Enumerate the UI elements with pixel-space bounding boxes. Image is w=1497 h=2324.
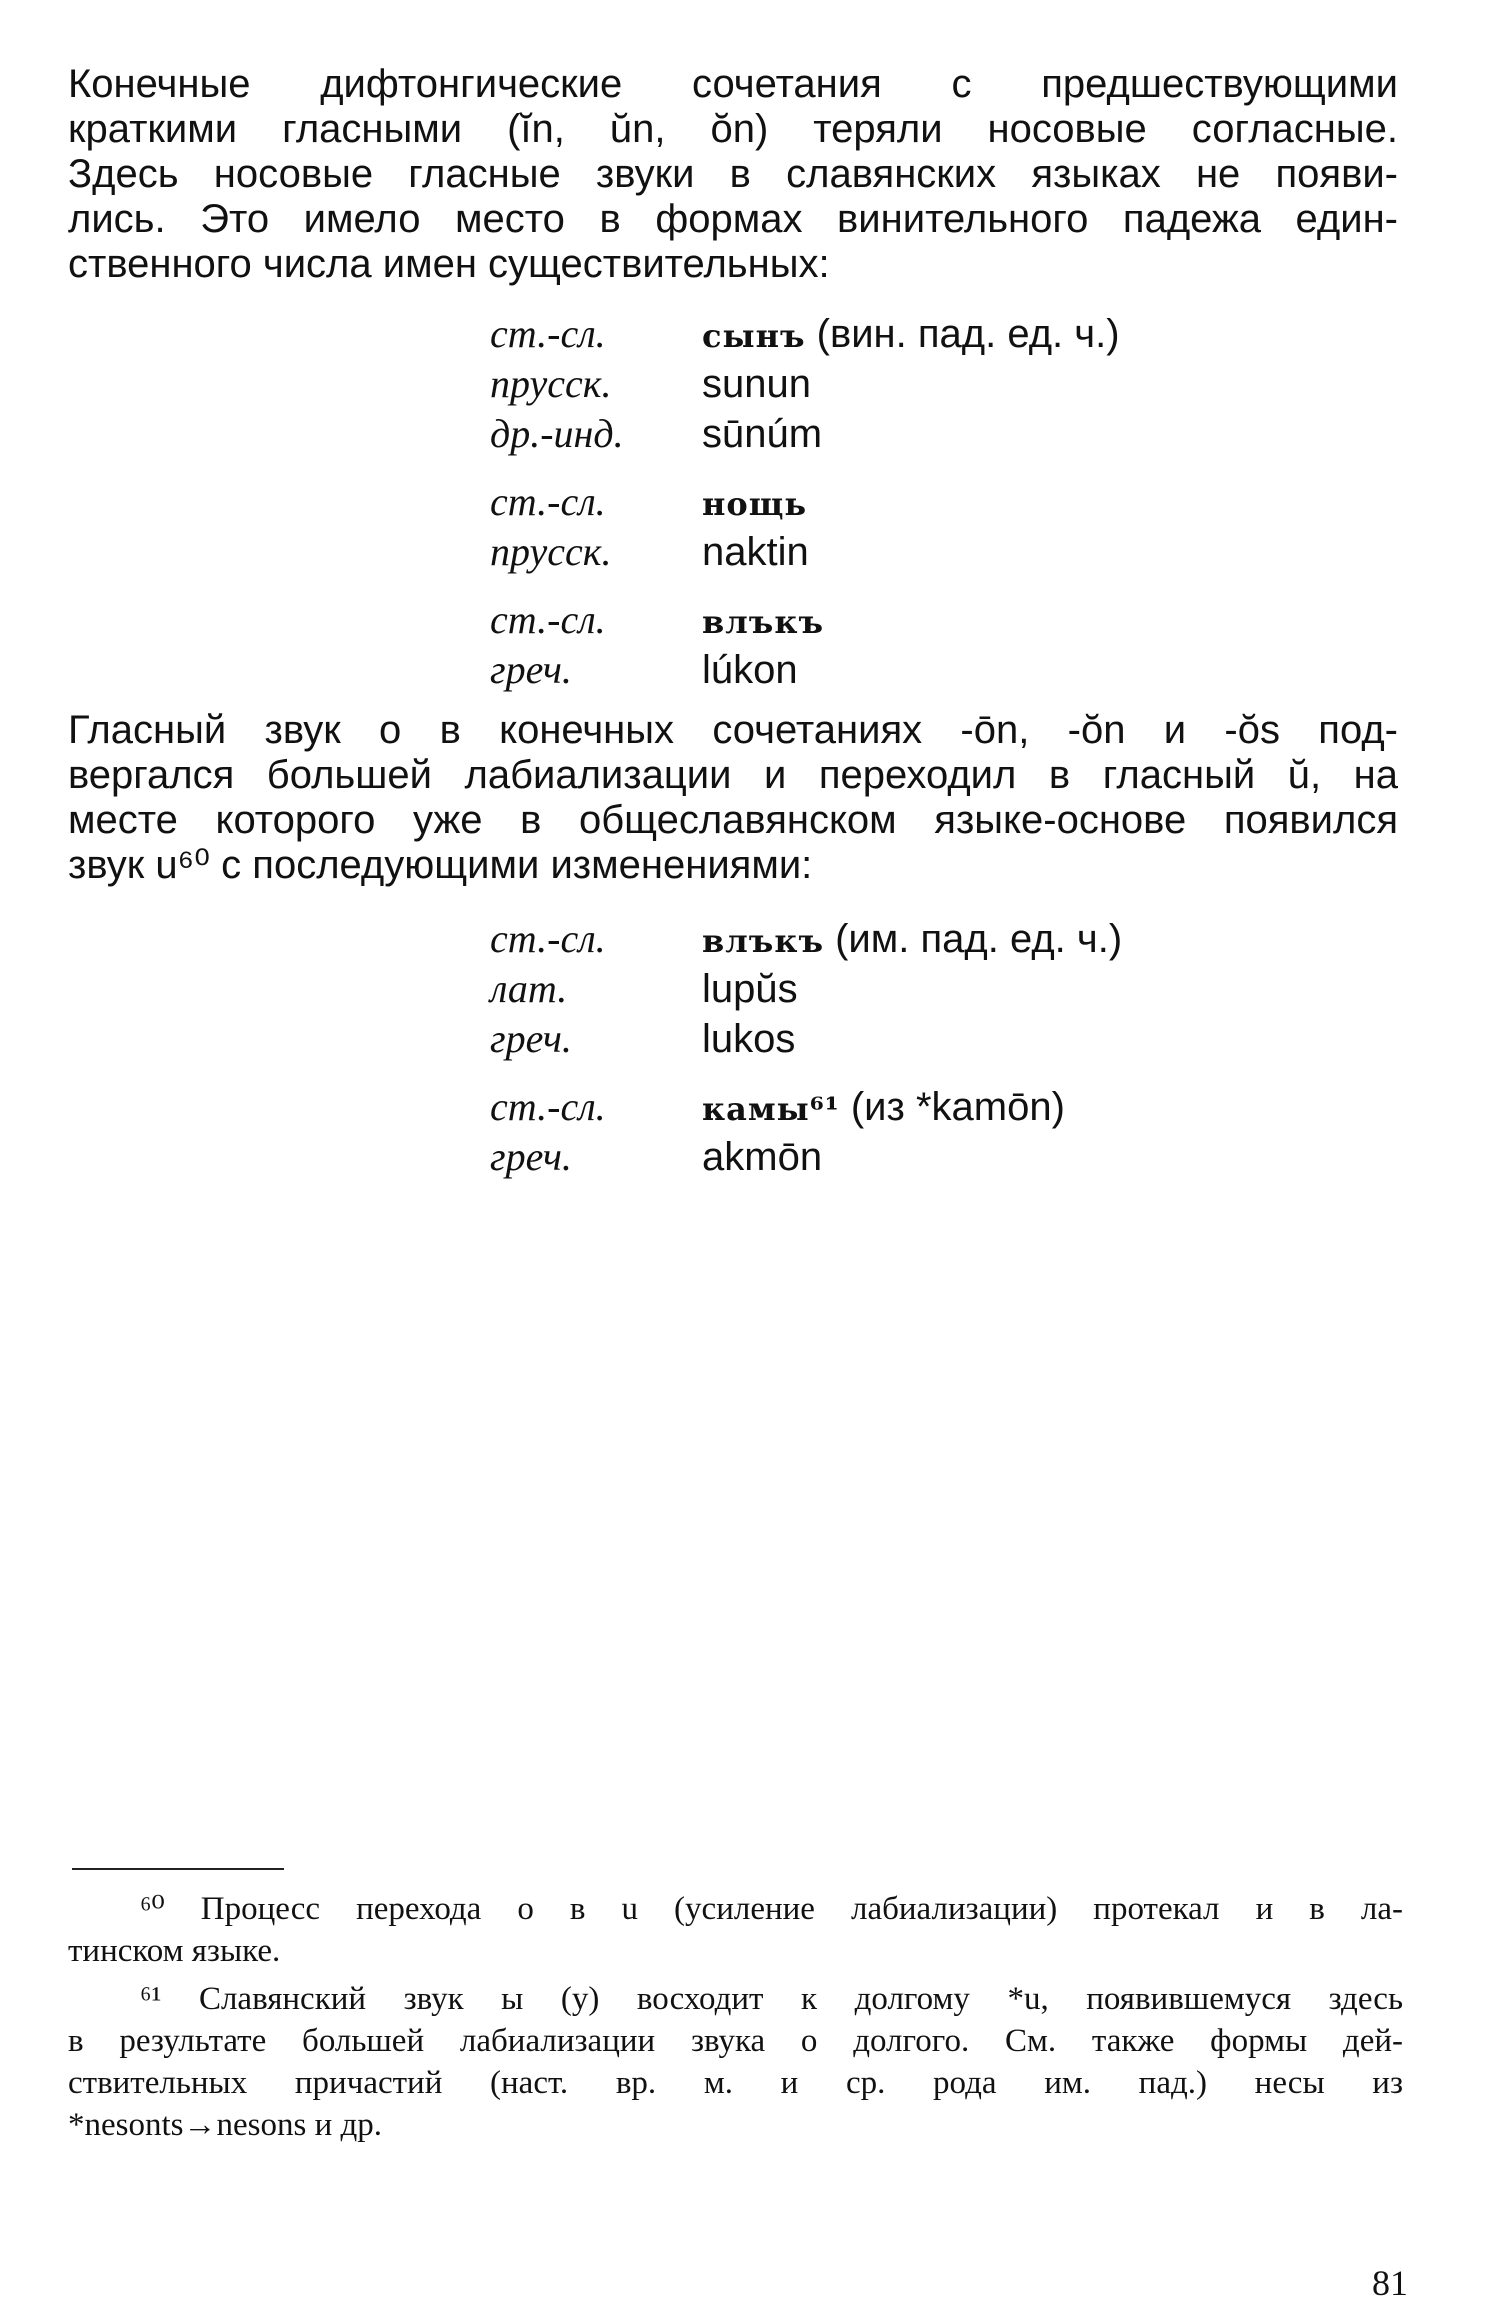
word-cell (702, 312, 1120, 357)
example-group (490, 915, 1390, 1065)
text-line: ственного числа имен существительных: (68, 242, 830, 286)
footnote-line: ⁶¹ Славянский звук ы (y) восходит к долгому *u, появившемуся здесь (140, 1981, 1403, 2017)
example-word: влъкъ (702, 922, 824, 960)
language-label: ст.-сл. (490, 479, 606, 524)
example-row (490, 360, 1390, 410)
example-row (490, 1133, 1390, 1183)
example-word: камы⁶¹ (702, 1090, 840, 1128)
language-label: др.-инд. (490, 411, 624, 456)
example-word: сынъ (702, 317, 806, 355)
example-row (490, 1015, 1390, 1065)
footnote-line: ⁶⁰ Процесс перехода о в u (усиление лабиализации) протекал и в ла- (140, 1891, 1403, 1927)
example-group (490, 596, 1390, 696)
word-cell (702, 1085, 1065, 1130)
footnote-line: в результате большей лабиализации звука о долгого. См. также формы дей- (68, 2023, 1403, 2059)
footnote-line: ствительных причастий (наст. вр. м. и ср. рода им. пад.) несы из (68, 2065, 1403, 2101)
example-word: нощь (702, 485, 808, 523)
examples-table-accusative (490, 310, 1390, 714)
example-word: sunun (702, 362, 811, 406)
example-group (490, 478, 1390, 578)
paragraph-nasal-consonants (68, 62, 1398, 287)
paragraph-labialization (68, 708, 1398, 888)
language-label: греч. (490, 647, 572, 692)
example-row (490, 478, 1390, 528)
text-line: звук u⁶⁰ с последующими изменениями: (68, 843, 813, 887)
example-word: lukos (702, 1017, 796, 1061)
example-row (490, 410, 1390, 460)
text-line: Здесь носовые гласные звуки в славянских языках не появи- (68, 152, 1398, 196)
examples-table-nominative (490, 915, 1390, 1201)
language-label: ст.-сл. (490, 1084, 606, 1129)
language-label: лат. (490, 966, 568, 1011)
grammar-note: (из *kamōn) (839, 1085, 1065, 1129)
example-word: lupŭs (702, 967, 798, 1011)
text-line: месте которого уже в общеславянском языке-основе появился (68, 798, 1398, 842)
footnote-line: тинском языке. (68, 1933, 281, 1969)
text-line: краткими гласными (ĭn, ŭn, ŏn) теряли носовые согласные. (68, 107, 1398, 151)
word-cell (702, 917, 1122, 962)
example-row (490, 310, 1390, 360)
example-word: влъкъ (702, 603, 824, 641)
text-line: Конечные дифтонгические сочетания с предшествующими (68, 62, 1398, 106)
footnote-60 (68, 1888, 1403, 1972)
language-label: греч. (490, 1016, 572, 1061)
example-group (490, 310, 1390, 460)
text-line: Гласный звук о в конечных сочетаниях -ōn, -ŏn и -ŏs под- (68, 708, 1398, 752)
language-label: прусск. (490, 361, 612, 406)
example-row (490, 965, 1390, 1015)
example-row (490, 646, 1390, 696)
example-group (490, 1083, 1390, 1183)
footnote-61 (68, 1978, 1403, 2146)
grammar-note: (вин. пад. ед. ч.) (805, 312, 1120, 356)
example-word: sūnúm (702, 412, 823, 456)
text-line: лись. Это имело место в формах винительного падежа един- (68, 197, 1398, 241)
word-cell (702, 598, 824, 643)
word-cell (702, 480, 807, 525)
footnote-divider (72, 1868, 284, 1870)
example-word: naktin (702, 530, 809, 574)
language-label: греч. (490, 1134, 572, 1179)
language-label: ст.-сл. (490, 311, 606, 356)
example-word: akmōn (702, 1135, 823, 1179)
page-number: 81 (1372, 2263, 1408, 2303)
example-word: lúkon (702, 648, 798, 692)
example-row (490, 528, 1390, 578)
example-row (490, 915, 1390, 965)
language-label: прусск. (490, 529, 612, 574)
example-row (490, 596, 1390, 646)
text-line: вергался большей лабиализации и переходил в гласный ŭ, на (68, 753, 1398, 797)
language-label: ст.-сл. (490, 597, 606, 642)
footnote-line: *nesonts→nesons и др. (68, 2107, 383, 2143)
language-label: ст.-сл. (490, 916, 606, 961)
grammar-note: (им. пад. ед. ч.) (824, 917, 1123, 961)
example-row (490, 1083, 1390, 1133)
